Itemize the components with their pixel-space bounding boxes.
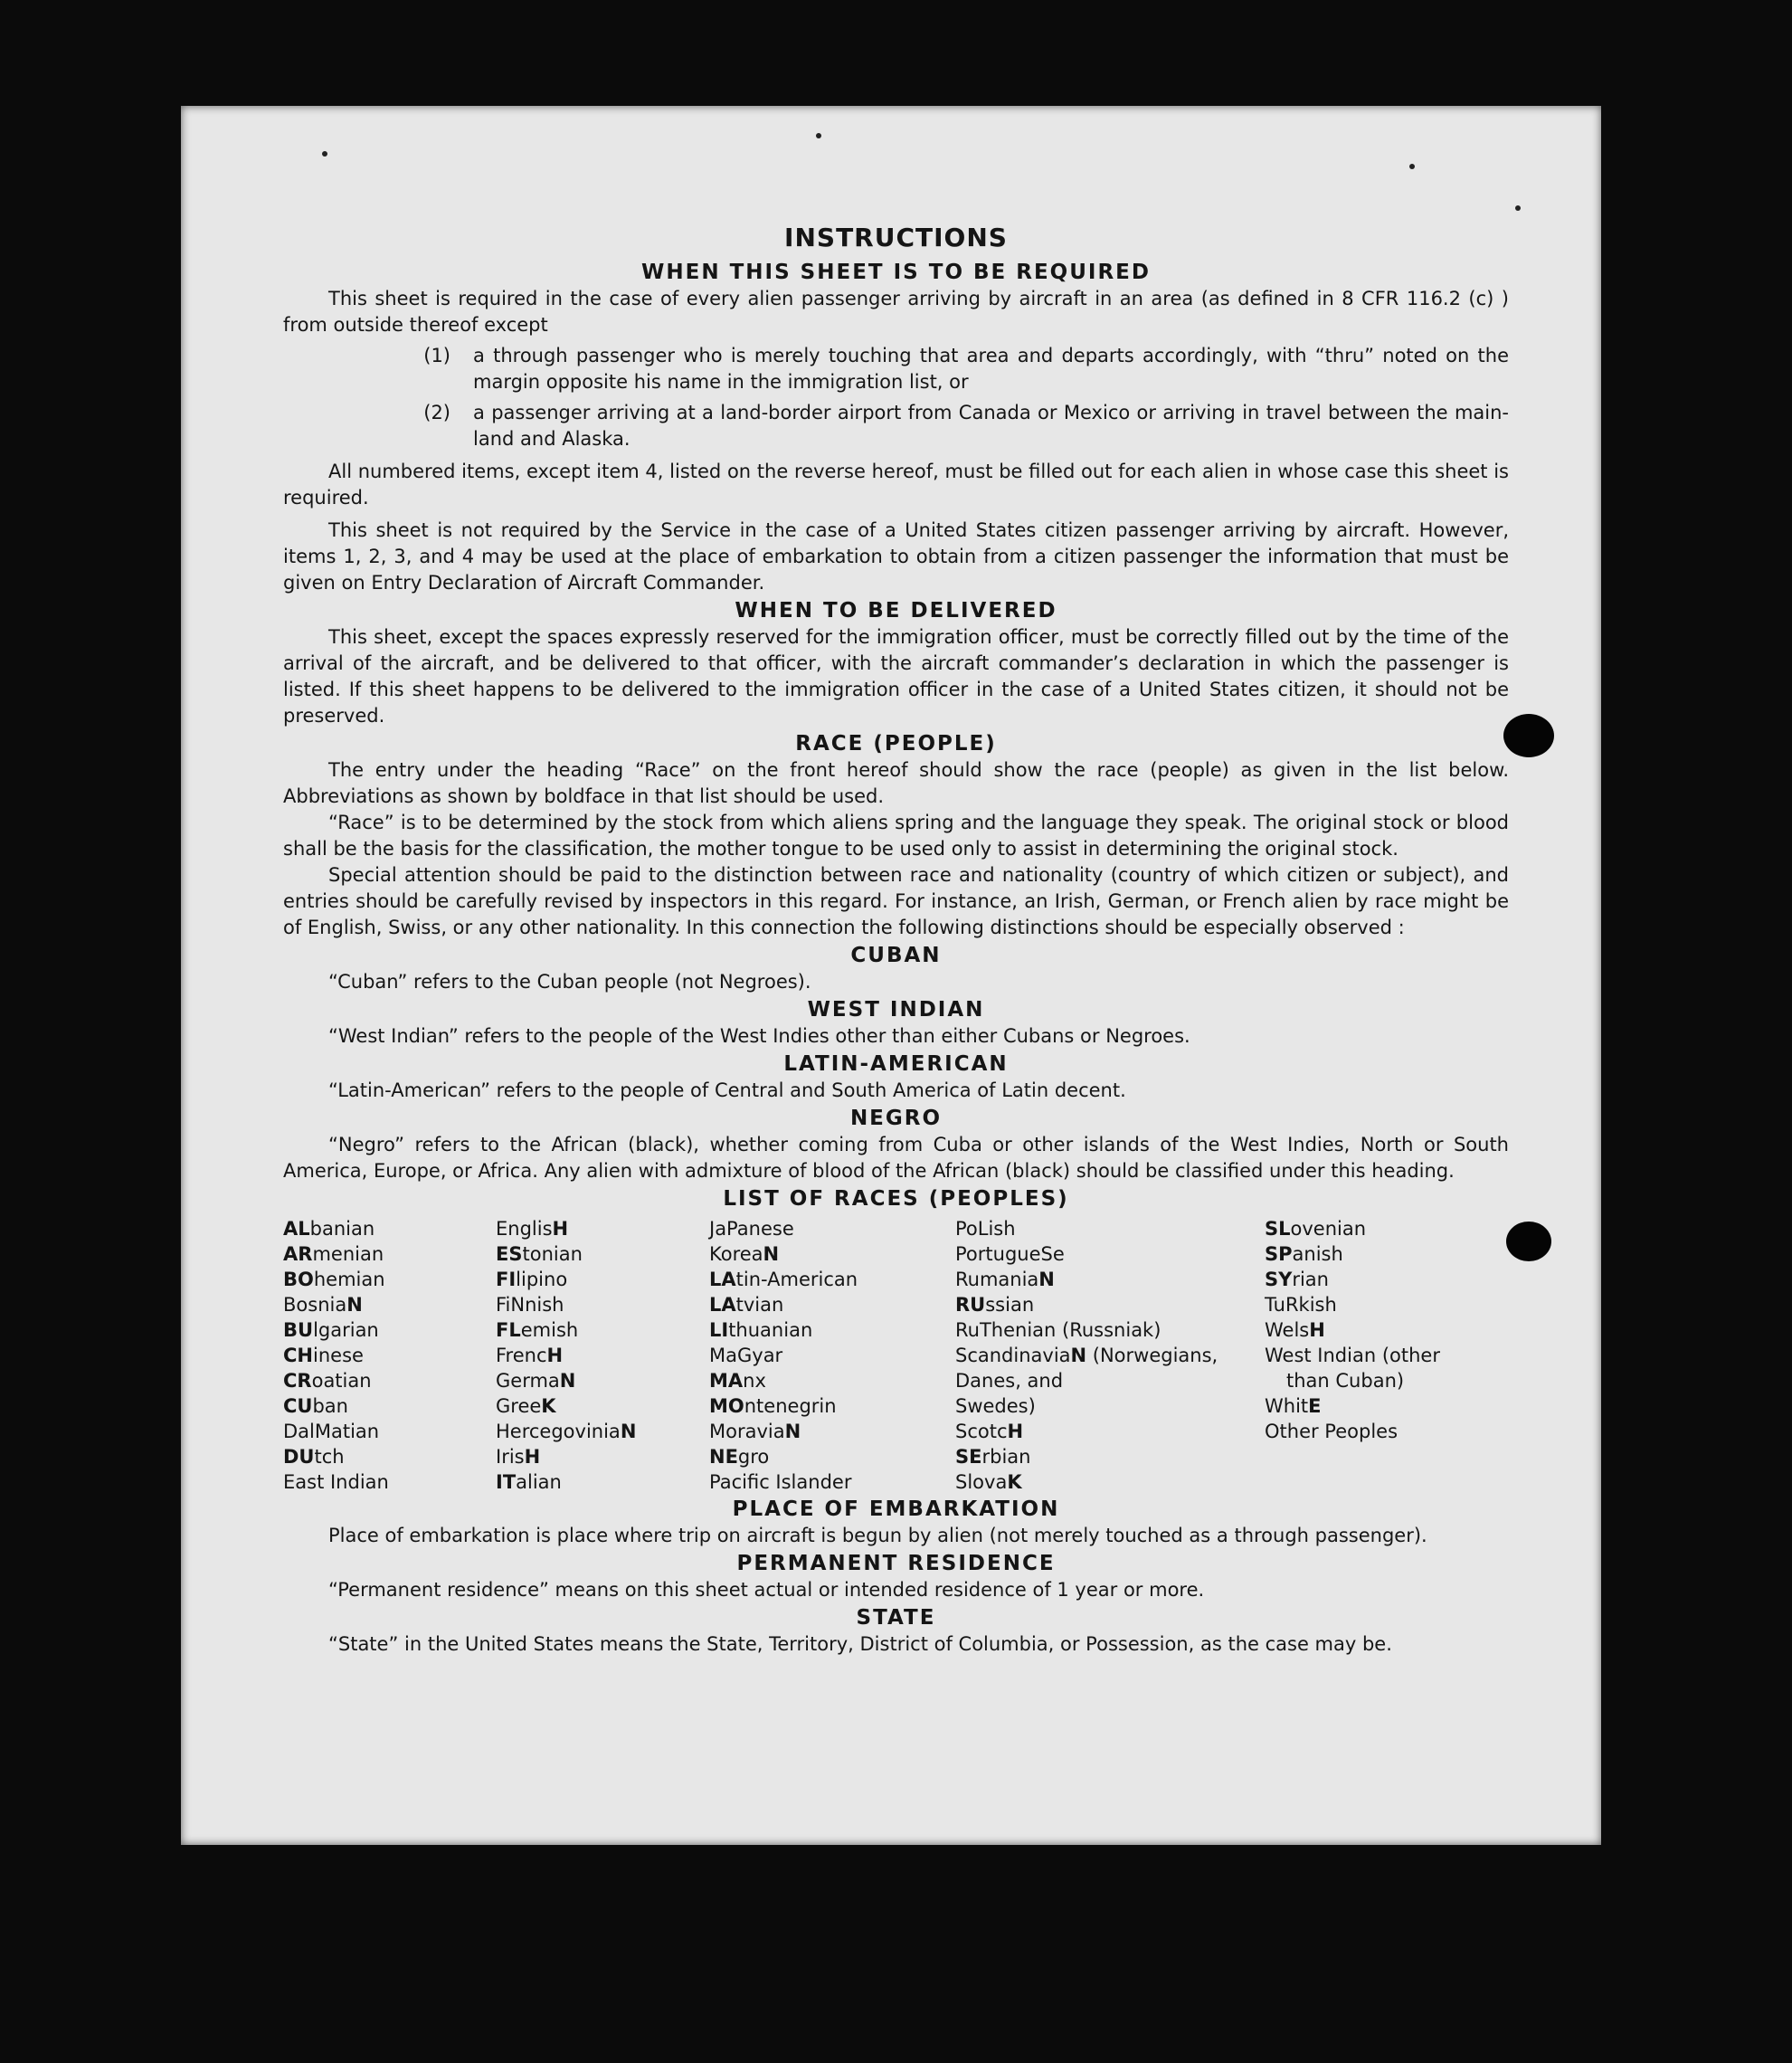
race-abbrev: ES (496, 1243, 523, 1265)
race-abbrev: N (1038, 1269, 1055, 1290)
race-entry-rest: tonian (522, 1243, 583, 1265)
race-abbrev: N (620, 1421, 637, 1442)
race-entry-text: PoLish (955, 1218, 1016, 1240)
race-entry-text: Other Peoples (1265, 1421, 1399, 1442)
race-abbrev: DU (283, 1446, 315, 1468)
race-entry-text: Bosnia (283, 1294, 347, 1316)
race-abbrev: AL (283, 1218, 310, 1240)
race-entry-rest: tvian (735, 1294, 784, 1316)
heading-list-of-races: LIST OF RACES (PEOPLES) (723, 1187, 1069, 1211)
race-entry (496, 1216, 709, 1241)
race-entry (496, 1368, 709, 1393)
race-entry-text: Rumania (955, 1269, 1039, 1290)
race-abbrev: LA (709, 1269, 736, 1290)
race-entry-text: MaGyar (709, 1345, 783, 1366)
heading-negro: NEGRO (849, 1107, 943, 1130)
race-abbrev: N (763, 1243, 780, 1265)
race-entry-rest: rbian (981, 1446, 1031, 1468)
race-entry-text: Pacific Islander (709, 1471, 852, 1493)
heading-place-of-embarkation: PLACE OF EMBARKATION (732, 1497, 1060, 1521)
race-entry (709, 1368, 955, 1393)
cuban-text: “Cuban” refers to the Cuban people (not Negroes). (328, 971, 811, 993)
race-entry-rest: anish (1292, 1243, 1343, 1265)
race-entry-rest: lipino (516, 1269, 568, 1290)
race-abbrev: CH (283, 1345, 313, 1366)
race-entry-text: Englis (496, 1218, 553, 1240)
race-entry-text: Frenc (496, 1345, 547, 1366)
race-entry (709, 1419, 955, 1444)
race-abbrev: E (1308, 1395, 1322, 1417)
race-entry (1265, 1216, 1500, 1241)
race-entry-text: DalMatian (283, 1421, 380, 1442)
heading-latin-american: LATIN-AMERICAN (783, 1052, 1009, 1076)
race-entry-rest: ban (312, 1395, 348, 1417)
race-entry (1265, 1317, 1500, 1343)
race-entry (496, 1267, 709, 1292)
races-column (496, 1216, 709, 1495)
race-abbrev: H (552, 1218, 569, 1240)
race-entry-text: Whit (1265, 1395, 1309, 1417)
race-entry (709, 1317, 955, 1343)
race-entry-rest: alian (516, 1471, 562, 1493)
latin-american-text: “Latin-American” refers to the people of Central and South America of Latin decent. (328, 1079, 1126, 1101)
race-entry-rest: lgarian (313, 1319, 379, 1341)
exception-clause-2 (283, 400, 1509, 452)
race-entry (283, 1343, 496, 1368)
race-entry-note: (Norwegians, (1086, 1345, 1218, 1366)
race-entry (496, 1317, 709, 1343)
race-abbrev: MA (709, 1370, 744, 1392)
race-entry (955, 1469, 1265, 1495)
races-column (709, 1216, 955, 1495)
race-entry (283, 1292, 496, 1317)
race-abbrev: K (1007, 1471, 1022, 1493)
race-entry-rest: thuanian (728, 1319, 813, 1341)
exception-clause-1 (283, 343, 1509, 395)
race-entry (955, 1216, 1265, 1241)
race-abbrev: CR (283, 1370, 312, 1392)
race-entry-text: Germa (496, 1370, 560, 1392)
race-entry (709, 1393, 955, 1419)
races-column (955, 1216, 1265, 1495)
race-abbrev: FL (496, 1319, 521, 1341)
heading-cuban: CUBAN (850, 944, 942, 967)
race-entry-rest: emish (520, 1319, 579, 1341)
race-entry-rest: menian (312, 1243, 384, 1265)
embarkation-text: Place of embarkation is place where trip on aircraft is begun by alien (not merely touched as a through passenger). (328, 1525, 1427, 1546)
race-entry (283, 1368, 496, 1393)
document-sheet (181, 106, 1601, 1845)
race-entry-text: FiNnish (496, 1294, 564, 1316)
race-abbrev: N (559, 1370, 576, 1392)
race-entry-rest: ovenian (1290, 1218, 1367, 1240)
delivered-paragraph: This sheet, except the spaces expressly reserved for the immigration officer, must be correctly filled out by the time of the arrival of the aircraft, and be delivered to that officer, with the aircraft commander’s declaration in which the passenger is listed. If this sheet happens to be delivered to the immigration officer in the case of a United States citizen, it should not be preserved. (283, 626, 1509, 727)
race-entry (283, 1419, 496, 1444)
race-abbrev: SE (955, 1446, 982, 1468)
race-abbrev: BO (283, 1269, 314, 1290)
race-abbrev: FI (496, 1269, 517, 1290)
race-entry (955, 1393, 1265, 1419)
race-entry-text: Danes, and (955, 1370, 1064, 1392)
race-entry (709, 1444, 955, 1469)
race-entry-text: Slova (955, 1471, 1008, 1493)
races-column (283, 1216, 496, 1495)
race-abbrev: H (1007, 1421, 1024, 1442)
race-entry-text: Gree (496, 1395, 542, 1417)
numbered-items-paragraph: All numbered items, except item 4, listed on the reverse hereof, must be filled out for each alien in whose case this sheet is required. (283, 461, 1509, 509)
race-entry (709, 1343, 955, 1368)
race-entry (496, 1444, 709, 1469)
race-abbrev: H (1309, 1319, 1325, 1341)
race-entry (709, 1469, 955, 1495)
residence-text: “Permanent residence” means on this sheet actual or intended residence of 1 year or more. (328, 1579, 1205, 1601)
race-entry-text: West Indian (other (1265, 1345, 1440, 1366)
race-entry (1265, 1393, 1500, 1419)
race-paragraph-3: Special attention should be paid to the distinction between race and nationality (country of which citizen or subject), and entries should be carefully revised by inspectors in this regard. For instance, an Irish, German, or French alien by race might be of English, Swiss, or any other nationality. In this connection the following distinctions should be especially observed : (283, 864, 1509, 938)
race-entry-rest: ntenegrin (744, 1395, 837, 1417)
race-entry-text: RuThenian (Russniak) (955, 1319, 1161, 1341)
race-entry (1265, 1419, 1500, 1444)
race-entry (496, 1393, 709, 1419)
race-abbrev: AR (283, 1243, 313, 1265)
race-entry (1265, 1292, 1500, 1317)
race-entry (709, 1216, 955, 1241)
heading-permanent-residence: PERMANENT RESIDENCE (736, 1552, 1056, 1575)
scan-speck (816, 133, 821, 138)
race-abbrev: K (541, 1395, 556, 1417)
race-entry-text: TuRkish (1265, 1294, 1337, 1316)
race-abbrev: N (784, 1421, 801, 1442)
race-entry (283, 1216, 496, 1241)
west-indian-text: “West Indian” refers to the people of the West Indies other than either Cubans or Negroes. (328, 1025, 1190, 1047)
race-entry (496, 1241, 709, 1267)
race-abbrev: N (346, 1294, 363, 1316)
punch-hole-blot-lower (1506, 1222, 1551, 1261)
race-abbrev: N (1070, 1345, 1087, 1366)
race-abbrev: H (524, 1446, 541, 1468)
race-abbrev: RU (955, 1294, 986, 1316)
race-entry-rest: oatian (311, 1370, 372, 1392)
race-entry-text: JaPanese (709, 1218, 794, 1240)
race-entry (1265, 1241, 1500, 1267)
citizen-paragraph: This sheet is not required by the Service in the case of a United States citizen passenger arriving by aircraft. However, items 1, 2, 3, and 4 may be used at the place of embarkation to obtain from a citizen passenger the information that must be given on Entry Declaration of Aircraft Commander. (283, 519, 1509, 594)
race-abbrev: NE (709, 1446, 738, 1468)
heading-race: RACE (PEOPLE) (795, 732, 997, 756)
race-entry (709, 1267, 955, 1292)
race-entry-text: East Indian (283, 1471, 389, 1493)
race-abbrev: CU (283, 1395, 313, 1417)
race-entry (1265, 1267, 1500, 1292)
race-abbrev: SY (1265, 1269, 1293, 1290)
race-entry-rest: tch (314, 1446, 345, 1468)
race-abbrev: H (546, 1345, 564, 1366)
race-abbrev: SP (1265, 1243, 1293, 1265)
scan-speck (1515, 205, 1521, 211)
race-entry-text: than Cuban) (1286, 1370, 1405, 1392)
clause-text: a through passenger who is merely touching that area and departs accordingly, with “thru” noted on the margin opposite his name in the immigration list, or (473, 345, 1509, 393)
race-entry-rest: banian (309, 1218, 375, 1240)
heading-when-delivered: WHEN TO BE DELIVERED (735, 599, 1057, 623)
clause-number: (1) (423, 345, 450, 366)
race-entry (955, 1241, 1265, 1267)
races-column (1265, 1216, 1500, 1495)
state-text: “State” in the United States means the State, Territory, District of Columbia, or Possession, as the case may be. (328, 1633, 1392, 1655)
race-entry-rest: rian (1292, 1269, 1329, 1290)
race-entry (955, 1368, 1265, 1393)
scan-speck (1409, 164, 1415, 169)
race-entry-text: Scotc (955, 1421, 1008, 1442)
heading-west-indian: WEST INDIAN (807, 998, 985, 1022)
heading-when-required: WHEN THIS SHEET IS TO BE REQUIRED (641, 261, 1151, 284)
race-abbrev: SL (1265, 1218, 1291, 1240)
race-abbrev: LI (709, 1319, 729, 1341)
race-abbrev: BU (283, 1319, 314, 1341)
clause-text: a passenger arriving at a land-border airport from Canada or Mexico or arriving in travel between the main-land and Alaska. (473, 402, 1509, 450)
race-entry (955, 1419, 1265, 1444)
race-entry (283, 1393, 496, 1419)
race-entry-text: PortugueSe (955, 1243, 1065, 1265)
race-paragraph-1: The entry under the heading “Race” on the front hereof should show the race (people) as given in the list below. Abbreviations as shown by boldface in that list should be used. (283, 759, 1509, 807)
race-entry-rest: gro (737, 1446, 770, 1468)
race-entry (283, 1469, 496, 1495)
race-entry-rest: inese (313, 1345, 364, 1366)
race-entry (955, 1292, 1265, 1317)
race-entry (283, 1444, 496, 1469)
race-entry (283, 1241, 496, 1267)
race-abbrev: MO (709, 1395, 744, 1417)
race-entry (955, 1343, 1265, 1368)
race-entry-text: Scandinavia (955, 1345, 1071, 1366)
race-entry (955, 1444, 1265, 1469)
race-abbrev: IT (496, 1471, 517, 1493)
race-entry-rest: hemian (313, 1269, 385, 1290)
races-list (283, 1216, 1509, 1495)
instructions-body (283, 222, 1509, 1658)
race-entry (1265, 1368, 1500, 1393)
race-entry (496, 1292, 709, 1317)
race-entry (283, 1317, 496, 1343)
heading-state: STATE (856, 1606, 936, 1630)
race-entry-rest: nx (743, 1370, 766, 1392)
scan-speck (322, 151, 327, 157)
race-entry-rest: ssian (985, 1294, 1035, 1316)
race-entry (955, 1267, 1265, 1292)
race-entry-text: Iris (496, 1446, 525, 1468)
race-entry (955, 1317, 1265, 1343)
race-entry (709, 1292, 955, 1317)
page-title: INSTRUCTIONS (784, 223, 1008, 252)
race-entry-rest: tin-American (735, 1269, 858, 1290)
race-entry-text: Hercegovinia (496, 1421, 621, 1442)
negro-text: “Negro” refers to the African (black), whether coming from Cuba or other islands of the West Indies, North or South America, Europe, or Africa. Any alien with admixture of blood of the African (black) should be classified under this heading. (283, 1134, 1509, 1182)
race-entry (709, 1241, 955, 1267)
required-intro: This sheet is required in the case of every alien passenger arriving by aircraft in an area (as defined in 8 CFR 116.2 (c) ) from outside thereof except (283, 288, 1509, 336)
punch-hole-blot-upper (1503, 714, 1554, 757)
race-entry (496, 1343, 709, 1368)
race-entry-text: Swedes) (955, 1395, 1036, 1417)
race-abbrev: LA (709, 1294, 736, 1316)
race-entry (283, 1267, 496, 1292)
clause-number: (2) (423, 402, 450, 423)
race-entry-text: Wels (1265, 1319, 1310, 1341)
race-paragraph-2: “Race” is to be determined by the stock from which aliens spring and the language they speak. The original stock or blood shall be the basis for the classification, the mother tongue to be used only to assist in determining the original stock. (283, 812, 1509, 860)
race-entry (1265, 1343, 1500, 1368)
race-entry (496, 1419, 709, 1444)
race-entry-text: Moravia (709, 1421, 785, 1442)
race-entry (496, 1469, 709, 1495)
race-entry-text: Korea (709, 1243, 763, 1265)
